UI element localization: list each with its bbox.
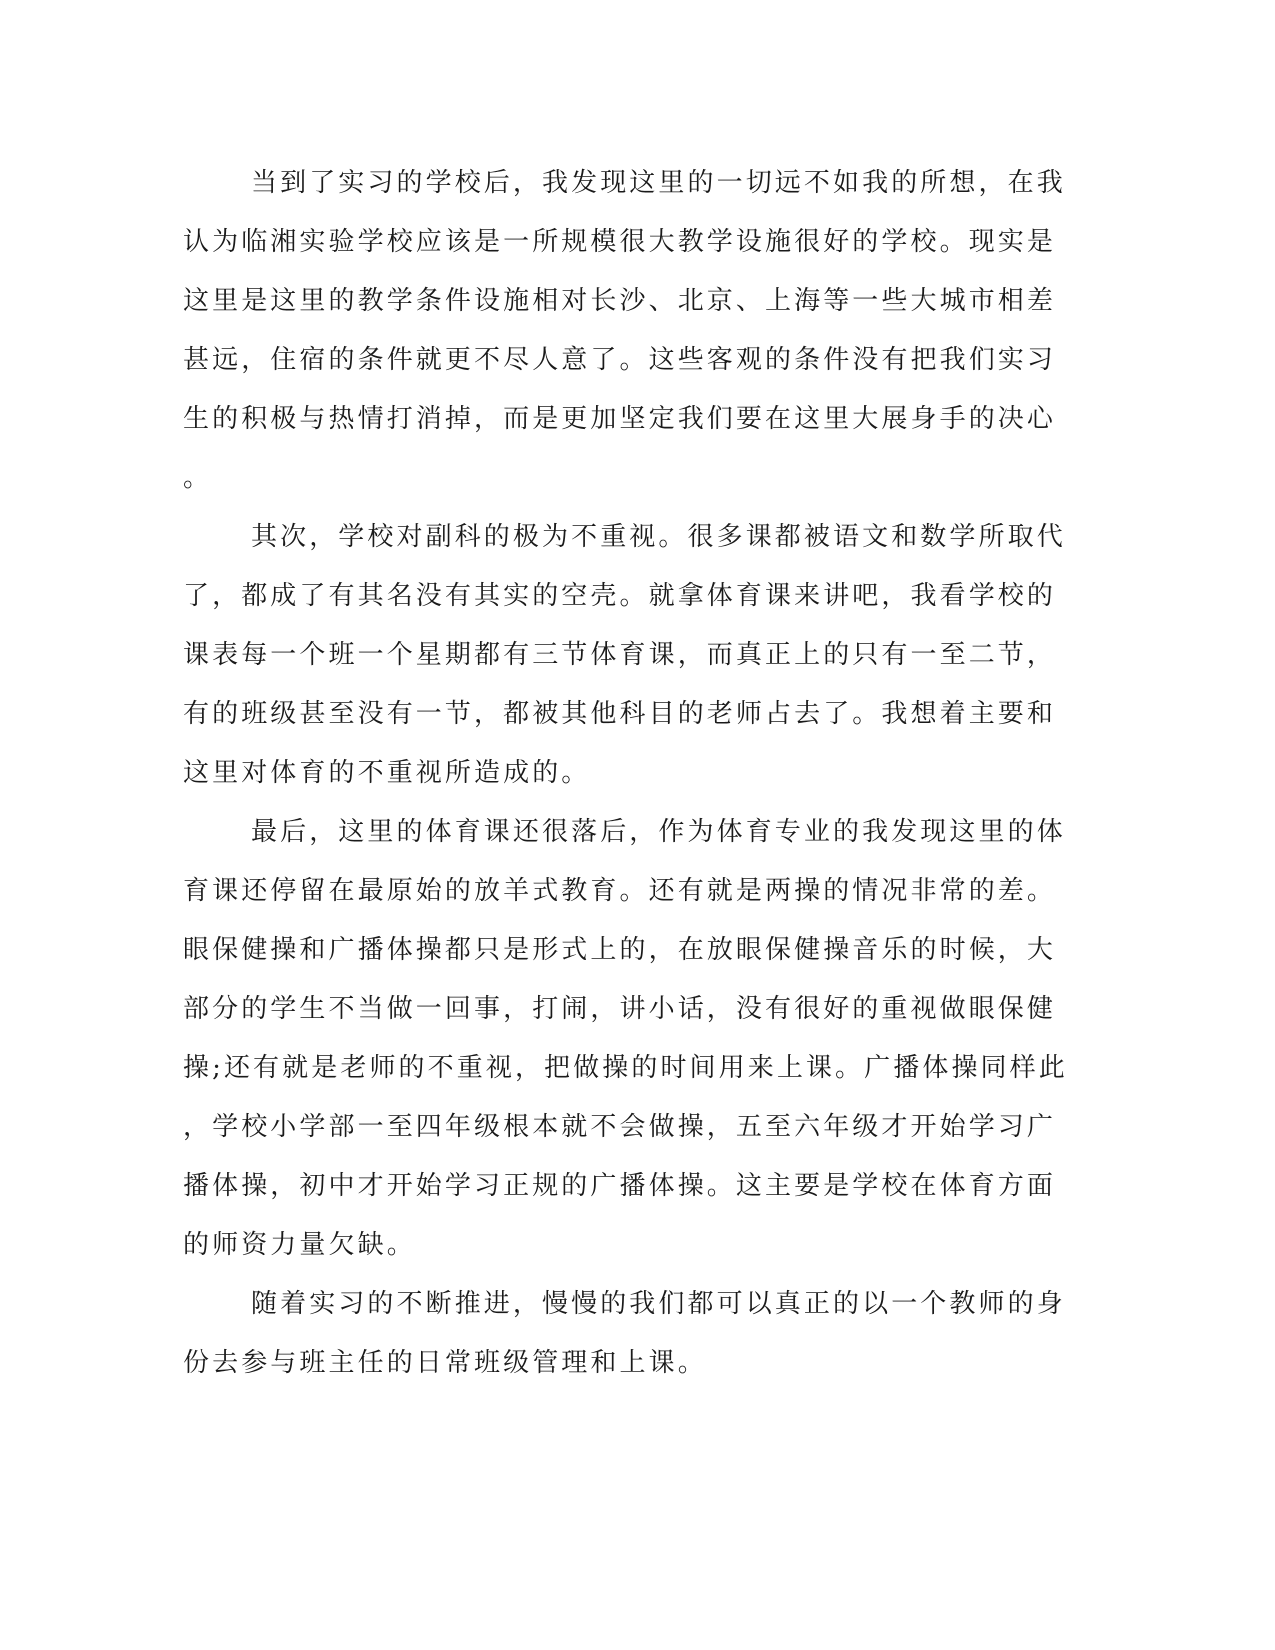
text-line: 其次，学校对副科的极为不重视。很多课都被语文和数学所取代 <box>251 522 1066 552</box>
text-line: 有的班级甚至没有一节，都被其他科目的老师占去了。我想着主要和 <box>183 699 1057 729</box>
paragraph-1 <box>183 154 1066 508</box>
text-line: 这里是这里的教学条件设施相对长沙、北京、上海等一些大城市相差 <box>183 286 1057 316</box>
text-line: 生的积极与热情打消掉，而是更加坚定我们要在这里大展身手的决心 <box>183 404 1057 434</box>
text-line: 份去参与班主任的日常班级管理和上课。 <box>183 1348 707 1378</box>
text-line: 当到了实习的学校后，我发现这里的一切远不如我的所想，在我 <box>251 168 1066 198</box>
text-line: 操;还有就是老师的不重视，把做操的时间用来上课。广播体操同样此 <box>183 1053 1068 1083</box>
paragraph-3 <box>183 803 1068 1275</box>
text-line: 眼保健操和广播体操都只是形式上的，在放眼保健操音乐的时候，大 <box>183 935 1057 965</box>
text-line: 播体操，初中才开始学习正规的广播体操。这主要是学校在体育方面 <box>183 1171 1057 1201</box>
paragraph-2 <box>183 508 1066 803</box>
text-line: 课表每一个班一个星期都有三节体育课，而真正上的只有一至二节， <box>183 640 1057 670</box>
text-line: 随着实习的不断推进，慢慢的我们都可以真正的以一个教师的身 <box>251 1289 1066 1319</box>
text-line: 甚远，住宿的条件就更不尽人意了。这些客观的条件没有把我们实习 <box>183 345 1057 375</box>
text-line: 认为临湘实验学校应该是一所规模很大教学设施很好的学校。现实是 <box>183 227 1057 257</box>
paragraph-4 <box>183 1275 1066 1393</box>
text-line: 这里对体育的不重视所造成的。 <box>183 758 591 788</box>
document-body <box>183 154 1068 1393</box>
text-line: 的师资力量欠缺。 <box>183 1230 416 1260</box>
text-line: 育课还停留在最原始的放羊式教育。还有就是两操的情况非常的差。 <box>183 876 1057 906</box>
text-line: 部分的学生不当做一回事，打闹，讲小话，没有很好的重视做眼保健 <box>183 994 1057 1024</box>
text-line: 最后，这里的体育课还很落后，作为体育专业的我发现这里的体 <box>251 817 1066 847</box>
text-line: 。 <box>183 463 213 493</box>
text-line: ，学校小学部一至四年级根本就不会做操，五至六年级才开始学习广 <box>183 1112 1057 1142</box>
text-line: 了，都成了有其名没有其实的空壳。就拿体育课来讲吧，我看学校的 <box>183 581 1057 611</box>
